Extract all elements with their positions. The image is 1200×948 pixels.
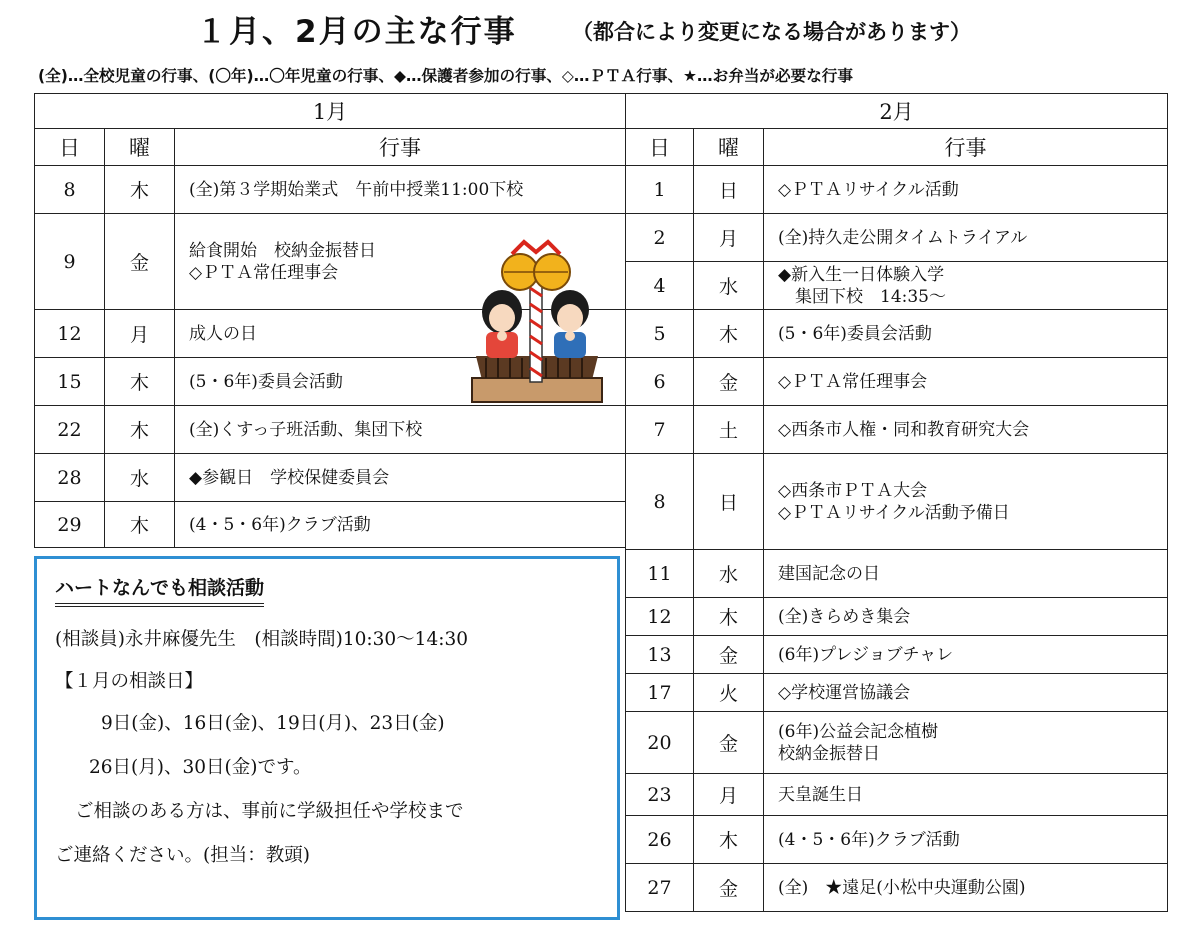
event-cell <box>764 864 1168 912</box>
weekday-cell: 金 <box>694 712 764 774</box>
january-month-label: 1月 <box>35 94 626 129</box>
event-line: 建国記念の日 <box>778 563 880 584</box>
weekday-cell: 日 <box>694 454 764 550</box>
event-line: ◇西条市人権・同和教育研究大会 <box>778 419 1030 440</box>
event-line: (全)第３学期始業式 午前中授業11:00下校 <box>189 179 524 200</box>
col-head-weekday: 曜 <box>694 129 764 166</box>
table-row <box>626 214 1168 262</box>
table-row <box>35 406 626 454</box>
event-line: 集団下校 14:35～ <box>778 286 946 307</box>
day-cell: 1 <box>626 166 694 214</box>
table-row <box>626 674 1168 712</box>
weekday-cell: 木 <box>694 816 764 864</box>
counselor-info: (相談員)永井麻優先生 (相談時間)10:30～14:30 <box>55 629 468 650</box>
event-cell <box>175 166 626 214</box>
event-cell <box>764 166 1168 214</box>
february-rows <box>626 166 1168 912</box>
table-row <box>626 310 1168 358</box>
day-cell: 13 <box>626 636 694 674</box>
weekday-cell: 木 <box>694 310 764 358</box>
col-head-event: 行事 <box>175 129 626 166</box>
table-row <box>626 166 1168 214</box>
day-cell: 26 <box>626 816 694 864</box>
event-line: (6年)プレジョブチャレ <box>778 644 954 665</box>
consultation-days-line1: 9日(金)、16日(金)、19日(月)、23日(金) <box>101 713 445 734</box>
day-cell: 4 <box>626 262 694 310</box>
february-table <box>625 93 1168 912</box>
table-row <box>626 774 1168 816</box>
weekday-cell: 月 <box>105 310 175 358</box>
consultation-title: ハートなんでも相談活動 <box>55 573 264 607</box>
event-cell <box>764 674 1168 712</box>
consultation-box <box>34 556 620 920</box>
february-month-label: 2月 <box>626 94 1168 129</box>
weekday-cell: 金 <box>694 636 764 674</box>
event-cell <box>175 406 626 454</box>
event-cell <box>764 712 1168 774</box>
weekday-cell: 金 <box>105 214 175 310</box>
day-cell: 12 <box>626 598 694 636</box>
weekday-cell: 水 <box>694 550 764 598</box>
table-row <box>626 636 1168 674</box>
event-line: ◆新入生一日体験入学 <box>778 264 945 285</box>
consultation-days-heading: 【１月の相談日】 <box>55 671 204 692</box>
day-cell: 22 <box>35 406 105 454</box>
event-line: (4・5・6年)クラブ活動 <box>778 829 960 850</box>
weekday-cell: 水 <box>105 454 175 502</box>
event-cell <box>764 310 1168 358</box>
table-row <box>626 712 1168 774</box>
consultation-days-line2: 26日(月)、30日(金)です。 <box>89 757 312 778</box>
weekday-cell: 金 <box>694 358 764 406</box>
event-cell <box>175 454 626 502</box>
weekday-cell: 日 <box>694 166 764 214</box>
event-line: (5・6年)委員会活動 <box>189 371 343 392</box>
table-row <box>35 502 626 548</box>
day-cell: 23 <box>626 774 694 816</box>
weekday-cell: 木 <box>105 166 175 214</box>
event-line: (全)持久走公開タイムトライアル <box>778 227 1028 248</box>
new-year-shrine-bell-children-illustration <box>466 238 608 408</box>
event-cell <box>764 214 1168 262</box>
header <box>0 6 1200 52</box>
col-head-weekday: 曜 <box>105 129 175 166</box>
weekday-cell: 月 <box>694 214 764 262</box>
col-head-day: 日 <box>626 129 694 166</box>
table-row <box>626 598 1168 636</box>
day-cell: 28 <box>35 454 105 502</box>
event-cell <box>764 262 1168 310</box>
event-cell <box>764 406 1168 454</box>
table-row <box>626 864 1168 912</box>
weekday-cell: 金 <box>694 864 764 912</box>
event-line: (全)きらめき集会 <box>778 606 911 627</box>
consultation-contact-line1: ご相談のある方は、事前に学級担任や学校まで <box>75 801 464 822</box>
event-line: 給食開始 校納金振替日 <box>189 240 376 261</box>
table-row <box>626 816 1168 864</box>
day-cell: 7 <box>626 406 694 454</box>
table-row <box>626 406 1168 454</box>
page-title: １月、2月の主な行事 <box>196 14 517 50</box>
event-line: 天皇誕生日 <box>778 784 863 805</box>
table-row <box>626 550 1168 598</box>
legend-text: (全)…全校児童の行事、(〇年)…〇年児童の行事、◆…保護者参加の行事、◇…ＰＴＡ行事、★…お弁当が必要な行事 <box>38 67 853 85</box>
weekday-cell: 土 <box>694 406 764 454</box>
day-cell: 15 <box>35 358 105 406</box>
event-line: ◆参観日 学校保健委員会 <box>189 467 390 488</box>
day-cell: 12 <box>35 310 105 358</box>
event-line: ◇ＰＴＡリサイクル活動予備日 <box>778 502 1010 523</box>
day-cell: 8 <box>35 166 105 214</box>
table-row <box>35 166 626 214</box>
event-line: ◇学校運営協議会 <box>778 682 911 703</box>
day-cell: 2 <box>626 214 694 262</box>
day-cell: 6 <box>626 358 694 406</box>
event-cell <box>764 598 1168 636</box>
event-line: ◇ＰＴＡ常任理事会 <box>778 371 928 392</box>
event-line: ◇西条市ＰＴＡ大会 <box>778 480 928 501</box>
table-row <box>626 454 1168 550</box>
day-cell: 8 <box>626 454 694 550</box>
event-line: 校納金振替日 <box>778 743 880 764</box>
event-line: (5・6年)委員会活動 <box>778 323 932 344</box>
event-cell <box>764 774 1168 816</box>
event-line: (全) ★遠足(小松中央運動公園) <box>778 877 1026 898</box>
table-row <box>626 358 1168 406</box>
day-cell: 9 <box>35 214 105 310</box>
event-line: ◇ＰＴＡリサイクル活動 <box>778 179 959 200</box>
event-line: (全)くすっ子班活動、集団下校 <box>189 419 423 440</box>
event-cell <box>764 550 1168 598</box>
day-cell: 5 <box>626 310 694 358</box>
event-cell <box>764 454 1168 550</box>
weekday-cell: 木 <box>694 598 764 636</box>
event-cell <box>764 636 1168 674</box>
weekday-cell: 木 <box>105 502 175 548</box>
day-cell: 20 <box>626 712 694 774</box>
event-line: (4・5・6年)クラブ活動 <box>189 514 371 535</box>
weekday-cell: 木 <box>105 406 175 454</box>
title-note: （都合により変更になる場合があります） <box>572 20 971 44</box>
event-cell <box>175 502 626 548</box>
table-row <box>35 454 626 502</box>
event-line: ◇ＰＴＡ常任理事会 <box>189 262 339 283</box>
day-cell: 27 <box>626 864 694 912</box>
consultation-contact-line2: ご連絡ください。(担当：教頭) <box>55 845 310 866</box>
table-row <box>626 262 1168 310</box>
col-head-event: 行事 <box>764 129 1168 166</box>
event-line: 成人の日 <box>189 323 257 344</box>
event-cell <box>764 816 1168 864</box>
weekday-cell: 火 <box>694 674 764 712</box>
event-line: (6年)公益会記念植樹 <box>778 721 939 742</box>
weekday-cell: 月 <box>694 774 764 816</box>
event-cell <box>764 358 1168 406</box>
weekday-cell: 木 <box>105 358 175 406</box>
day-cell: 17 <box>626 674 694 712</box>
day-cell: 11 <box>626 550 694 598</box>
weekday-cell: 水 <box>694 262 764 310</box>
col-head-day: 日 <box>35 129 105 166</box>
day-cell: 29 <box>35 502 105 548</box>
